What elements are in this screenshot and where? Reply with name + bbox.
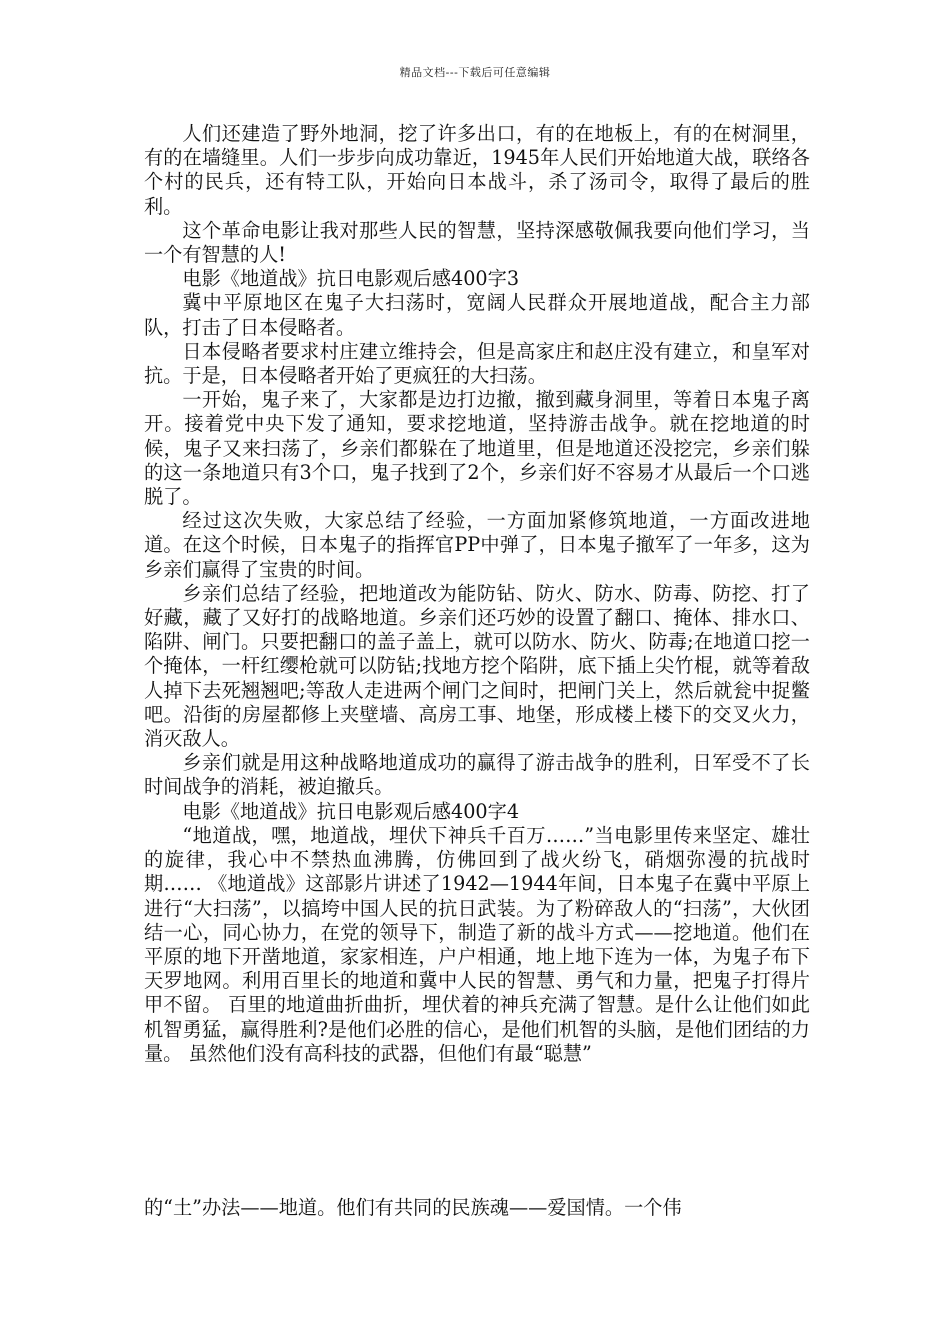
document-body: [144, 122, 810, 1066]
section-heading: 电影《地道战》抗日电影观后感400字4: [182, 799, 520, 823]
paragraph: 一开始，鬼子来了，大家都是边打边撤，撤到藏身洞里，等着日本鬼子离开。接着党中央下发了通知，要求挖地道，坚持游击战争。就在挖地道的时候，鬼子又来扫荡了，乡亲们都躲在了地道里，但是地道还没挖完，乡亲们躲的这一条地道只有3个口，鬼子找到了2个，乡亲们好不容易才从最后一个口逃脱了。: [144, 388, 810, 509]
paragraph: 这个革命电影让我对那些人民的智慧，坚持深感敬佩我要向他们学习，当一个有智慧的人!: [144, 218, 810, 267]
continuation-line: 的“土”办法——地道。他们有共同的民族魂——爱国情。一个伟: [144, 1196, 682, 1219]
paragraph: 日本侵略者要求村庄建立维持会，但是高家庄和赵庄没有建立，和皇军对抗。于是，日本侵略者开始了更疯狂的大扫荡。: [144, 339, 810, 388]
paragraph: 冀中平原地区在鬼子大扫荡时，宽阔人民群众开展地道战，配合主力部队，打击了日本侵略者。: [144, 291, 810, 339]
paragraph: “地道战，嘿，地道战，埋伏下神兵千百万……”当电影里传来坚定、雄壮的旋律，我心中不禁热血沸腾，仿佛回到了战火纷飞，硝烟弥漫的抗战时期…… 《地道战》这部影片讲述了1942—1944年间，日本鬼子在冀中平原上进行“大扫荡”，以搞垮中国人民的抗日武装。为了粉碎敌人的“扫荡”，大伙团结一心，同心协力，在党的领导下，制造了新的战斗方式——挖地道。他们在平原的地下开凿地道，家家相连，户户相通，地上地下连为一体，为鬼子布下天罗地网。利用百里长的地道和冀中人民的智慧、勇气和力量，把鬼子打得片甲不留。 百里的地道曲折曲折，埋伏着的神兵充满了智慧。是什么让他们如此机智勇猛，赢得胜利?是他们必胜的信心，是他们机智的头脑，是他们团结的力量。 虽然他们没有高科技的武器，但他们有最“聪慧”: [144, 823, 810, 1065]
paragraph: 经过这次失败，大家总结了经验，一方面加紧修筑地道，一方面改进地道。在这个时候，日本鬼子的指挥官PP中弹了，日本鬼子撤军了一年多，这为乡亲们赢得了宝贵的时间。: [144, 509, 810, 581]
paragraph: 乡亲们总结了经验，把地道改为能防钻、防火、防水、防毒、防挖、打了好藏，藏了又好打的战略地道。乡亲们还巧妙的设置了翻口、掩体、排水口、陷阱、闸门。只要把翻口的盖子盖上，就可以防水、防火、防毒;在地道口挖一个掩体，一杆红缨枪就可以防钻;找地方挖个陷阱，底下插上尖竹棍，就等着敌人掉下去死翘翘吧;等敌人走进两个闸门之间时，把闸门关上，然后就瓮中捉鳖吧。沿街的房屋都修上夹壁墙、高房工事、地堡，形成楼上楼下的交叉火力，消灭敌人。: [144, 581, 810, 751]
paragraph: 人们还建造了野外地洞，挖了许多出口，有的在地板上，有的在树洞里，有的在墙缝里。人们一步步向成功靠近，1945年人民们开始地道大战，联络各个村的民兵，还有特工队，开始向日本战斗，杀了汤司令，取得了最后的胜利。: [144, 122, 810, 218]
page-header: 精品文档---下载后可任意编辑: [399, 66, 551, 79]
section-heading: 电影《地道战》抗日电影观后感400字3: [182, 267, 520, 291]
paragraph: 乡亲们就是用这种战略地道成功的赢得了游击战争的胜利，日军受不了长时间战争的消耗，被迫撤兵。: [144, 751, 810, 799]
